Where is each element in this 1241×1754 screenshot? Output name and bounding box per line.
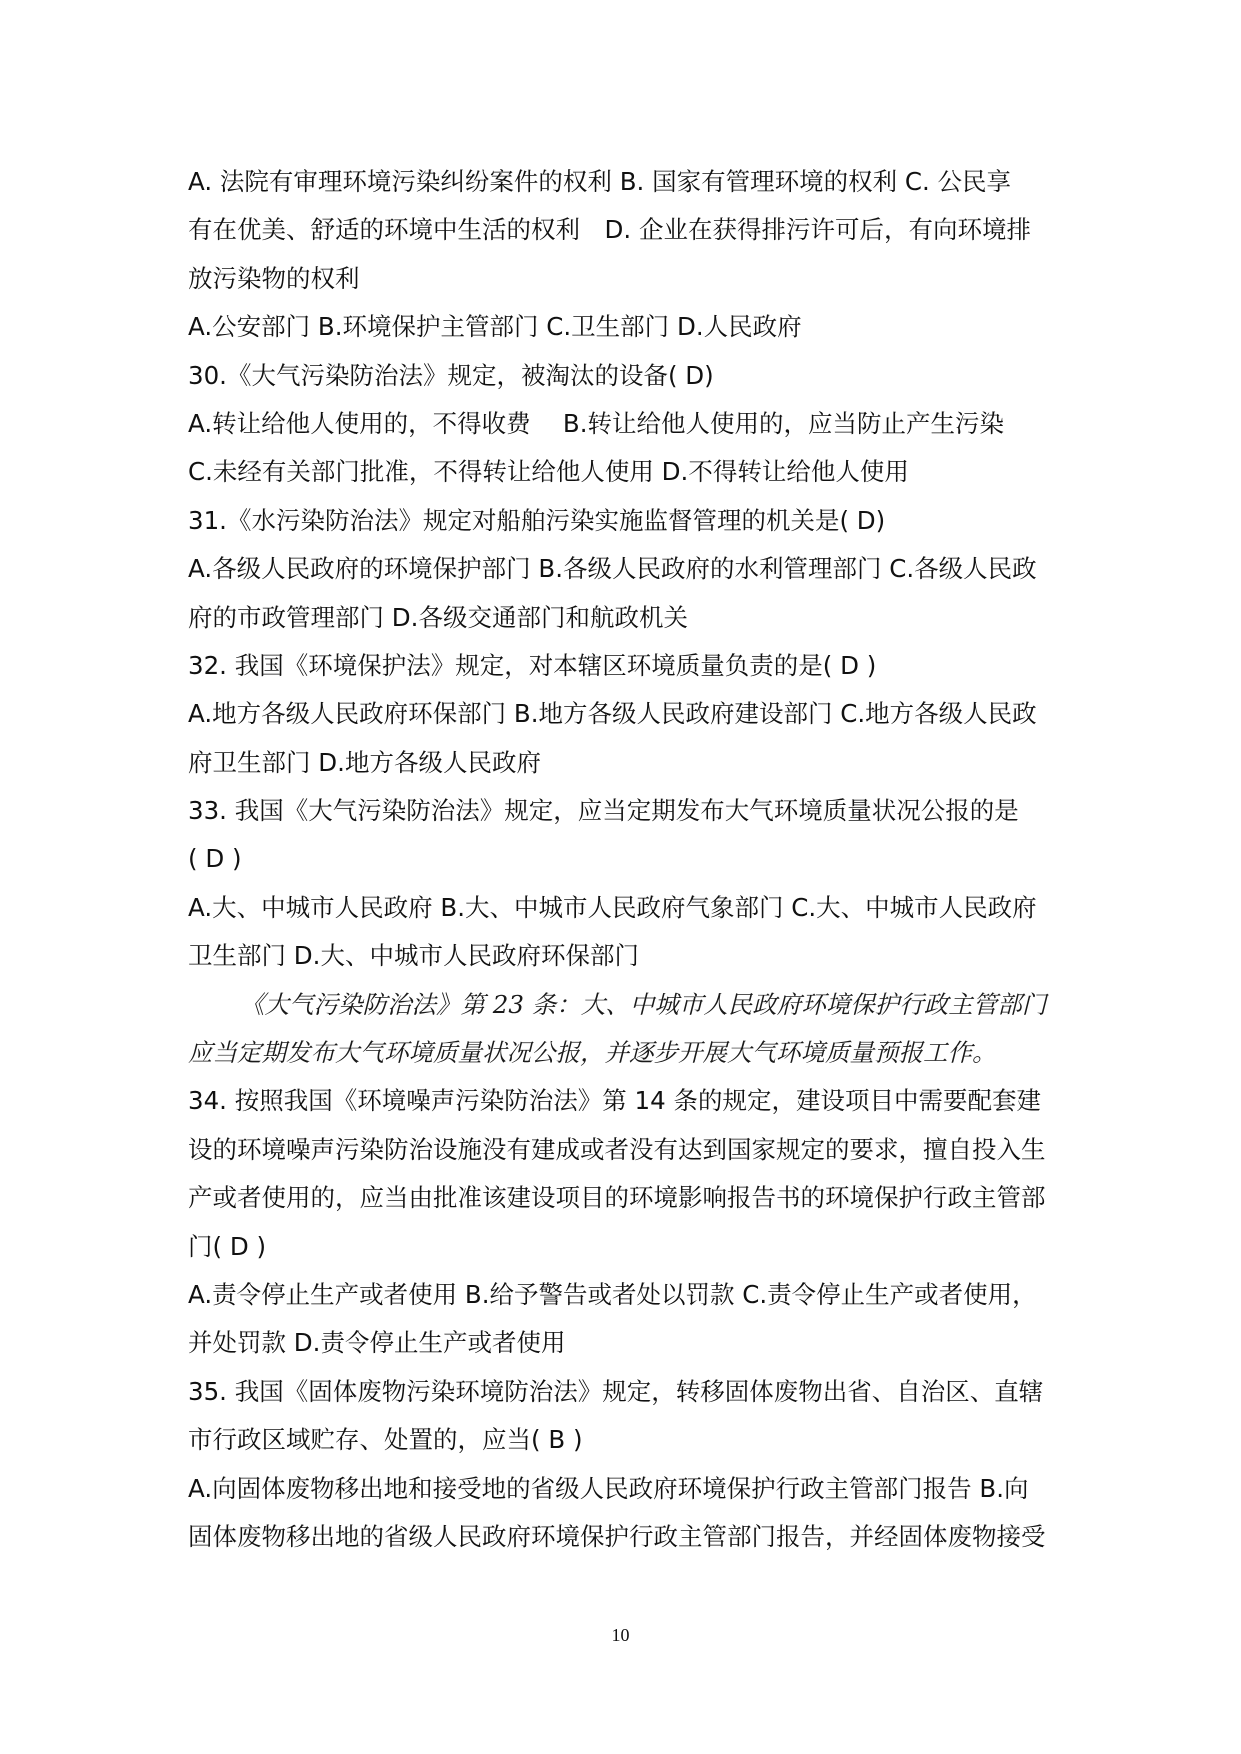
text-line: A.地方各级人民政府环保部门 B.地方各级人民政府建设部门 C.地方各级人民政: [188, 699, 1037, 729]
text-line: 府卫生部门 D.地方各级人民政府: [188, 747, 541, 777]
text-line: ( D ): [188, 844, 242, 874]
text-line: 门( D ): [188, 1231, 267, 1261]
text-line: 固体废物移出地的省级人民政府环境保护行政主管部门报告，并经固体废物接受: [188, 1521, 1046, 1551]
text-line: A.转让给他人使用的，不得收费 B.转让给他人使用的，应当防止产生污染: [188, 408, 1004, 438]
question-32: 32. 我国《环境保护法》规定，对本辖区环境质量负责的是( D ): [188, 650, 877, 680]
explanation-note: 应当定期发布大气环境质量状况公报，并逐步开展大气环境质量预报工作。: [188, 1038, 997, 1068]
text-line: A.公安部门 B.环境保护主管部门 C.卫生部门 D.人民政府: [188, 312, 802, 342]
text-line: A. 法院有审理环境污染纠纷案件的权利 B. 国家有管理环境的权利 C. 公民享: [188, 167, 1012, 196]
question-34: 34. 按照我国《环境噪声污染防治法》第 14 条的规定，建设项目中需要配套建: [188, 1086, 1041, 1116]
question-30: 30.《大气污染防治法》规定，被淘汰的设备( D): [188, 360, 714, 390]
question-33: 33. 我国《大气污染防治法》规定，应当定期发布大气环境质量状况公报的是: [188, 796, 1019, 826]
question-35: 35. 我国《固体废物污染环境防治法》规定，转移固体废物出省、自治区、直辖: [188, 1376, 1044, 1406]
text-line: A.向固体废物移出地和接受地的省级人民政府环境保护行政主管部门报告 B.向: [188, 1473, 1029, 1503]
text-line: A.大、中城市人民政府 B.大、中城市人民政府气象部门 C.大、中城市人民政府: [188, 892, 1037, 922]
text-line: 府的市政管理部门 D.各级交通部门和航政机关: [188, 602, 688, 632]
question-31: 31.《水污染防治法》规定对船舶污染实施监督管理的机关是( D): [188, 505, 886, 535]
text-line: A.责令停止生产或者使用 B.给予警告或者处以罚款 C.责令停止生产或者使用，: [188, 1279, 1037, 1309]
text-line: 产或者使用的，应当由批准该建设项目的环境影响报告书的环境保护行政主管部: [188, 1183, 1046, 1213]
explanation-note: 《大气污染防治法》第 23 条：大、中城市人民政府环境保护行政主管部门: [240, 989, 1047, 1019]
text-line: 卫生部门 D.大、中城市人民政府环保部门: [188, 941, 639, 971]
document-body: [188, 158, 1066, 1561]
text-line: 市行政区域贮存、处置的，应当( B ): [188, 1425, 583, 1455]
text-line: 放污染物的权利: [188, 263, 360, 293]
text-line: 设的环境噪声污染防治设施没有建成或者没有达到国家规定的要求，擅自投入生: [188, 1134, 1046, 1164]
text-line: A.各级人民政府的环境保护部门 B.各级人民政府的水利管理部门 C.各级人民政: [188, 554, 1037, 584]
text-line: C.未经有关部门批准，不得转让给他人使用 D.不得转让给他人使用: [188, 457, 909, 487]
text-line: 有在优美、舒适的环境中生活的权利 D. 企业在获得排污许可后，有向环境排: [188, 215, 1031, 245]
text-line: 并处罚款 D.责令停止生产或者使用: [188, 1328, 566, 1358]
page-number: 10: [611, 1625, 630, 1645]
